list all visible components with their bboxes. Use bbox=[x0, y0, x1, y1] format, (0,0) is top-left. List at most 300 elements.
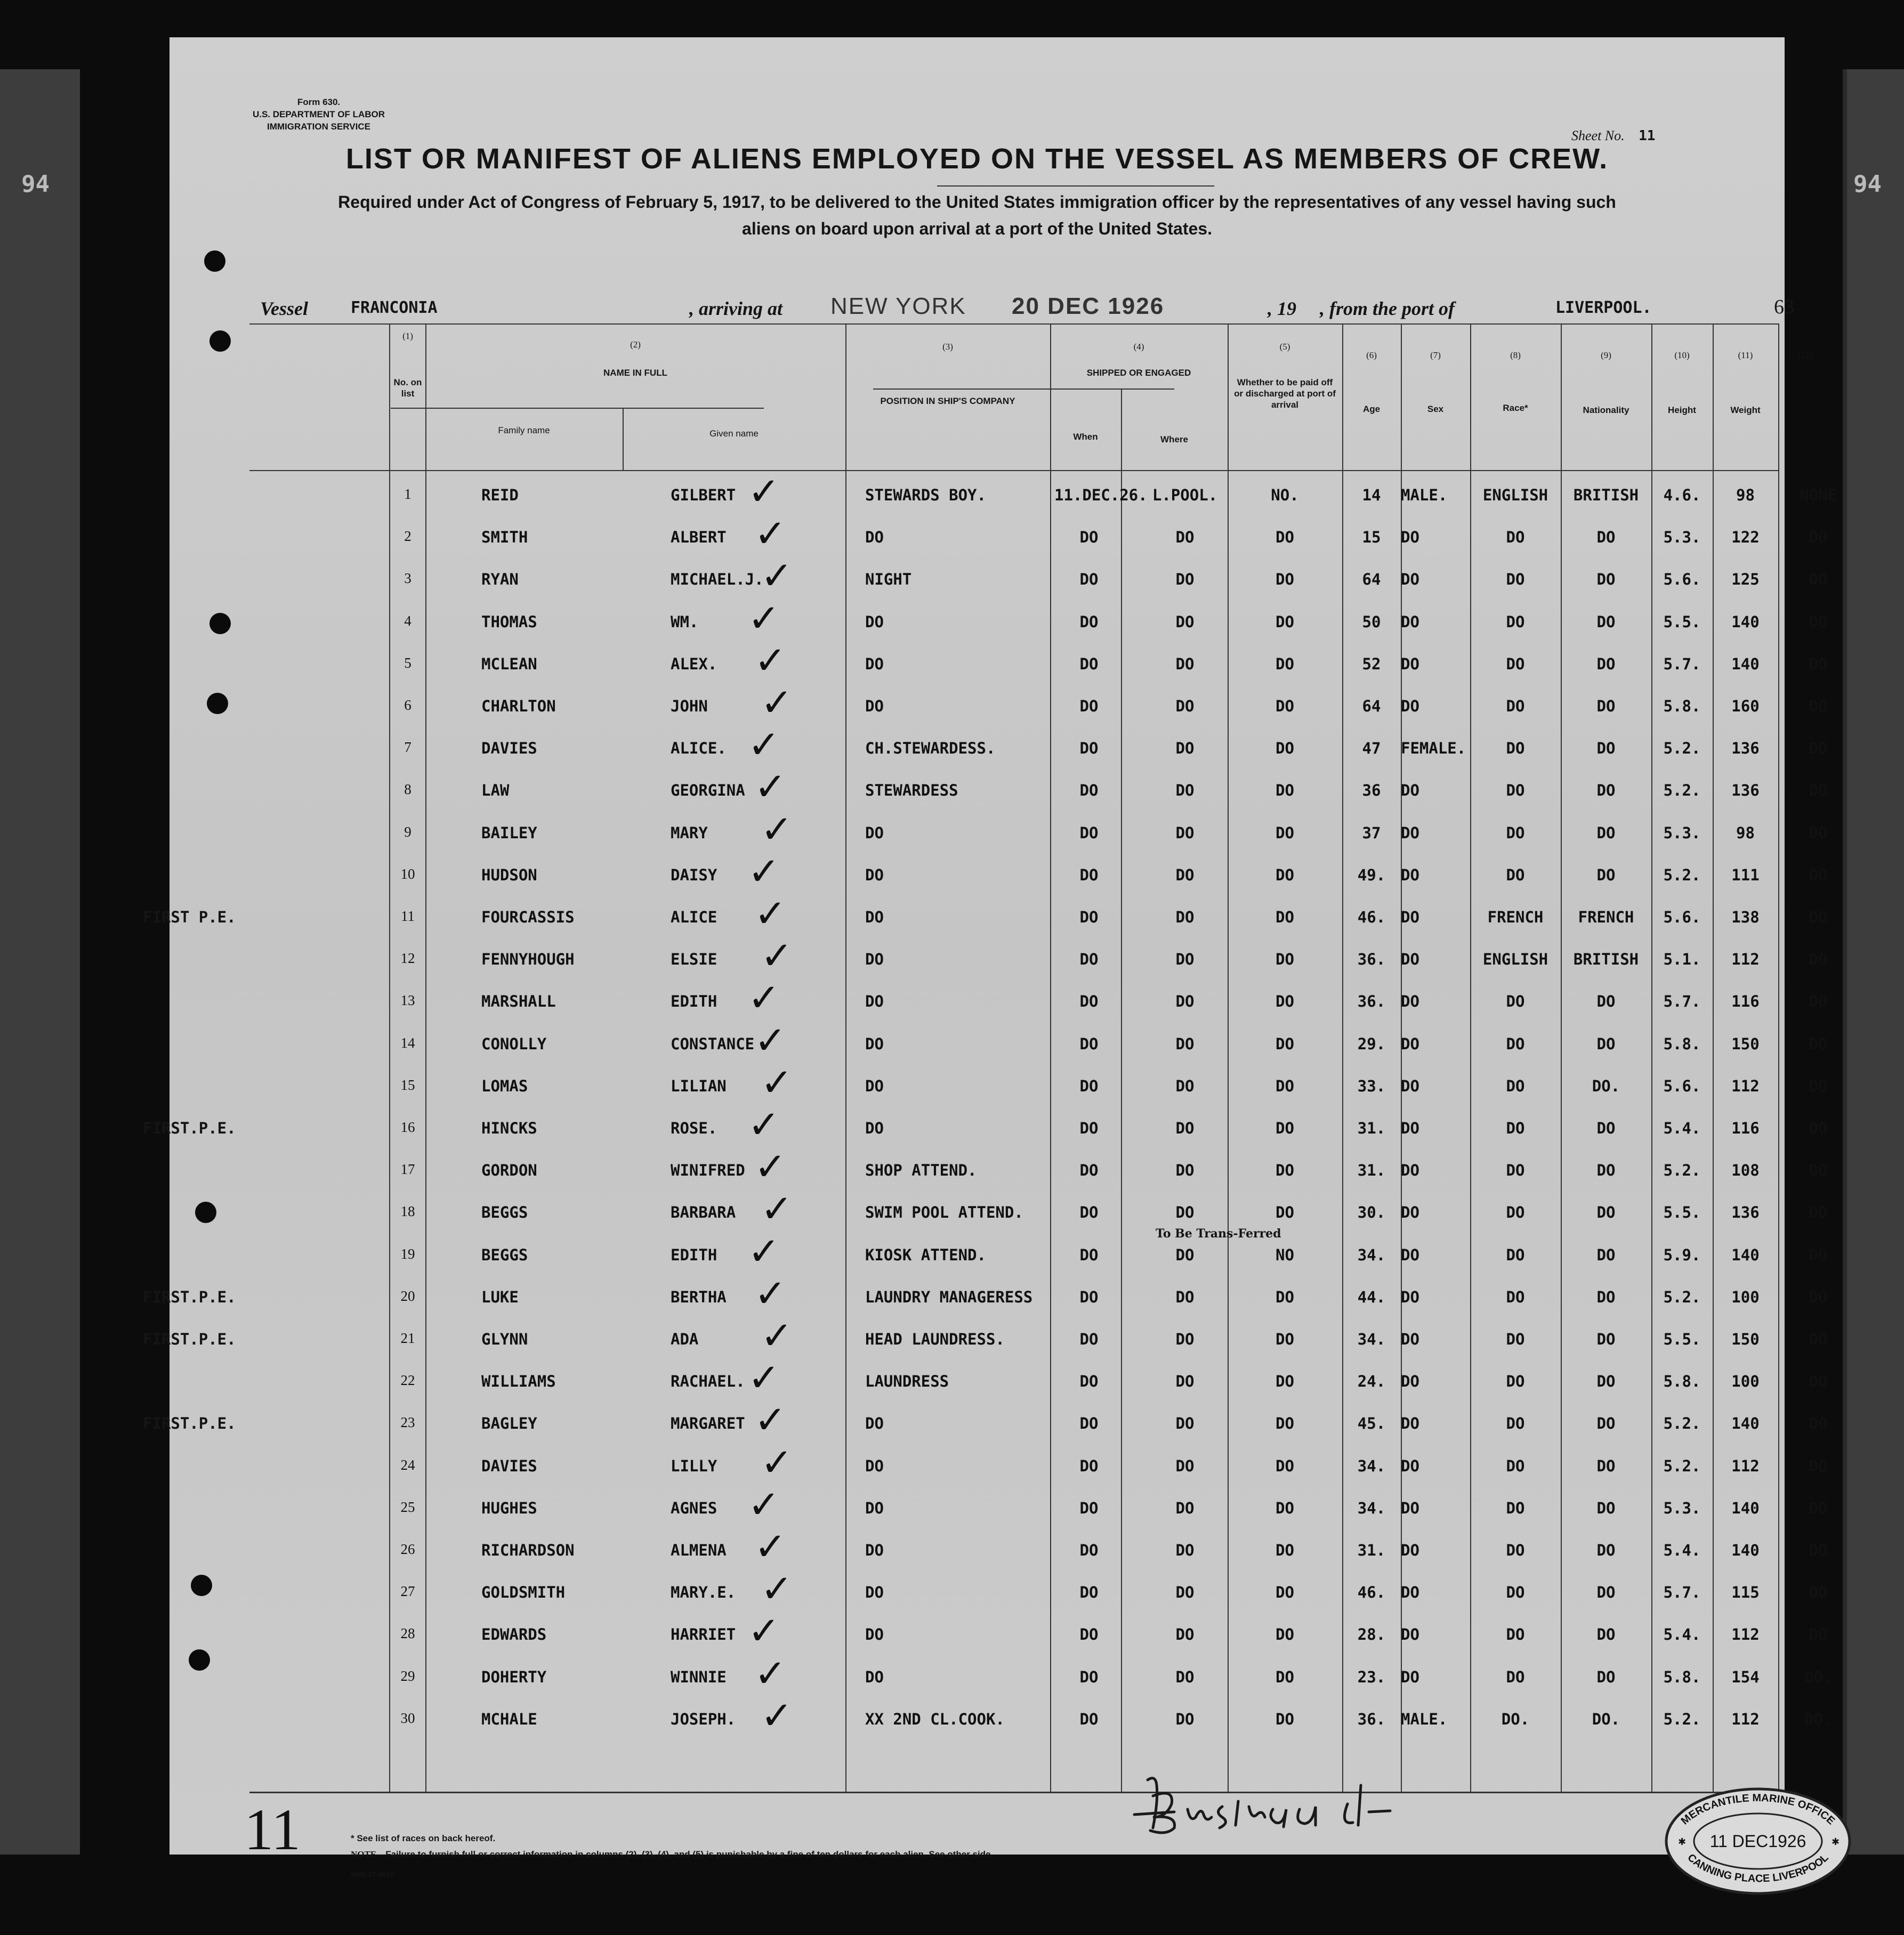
given-name-cell: HARRIET bbox=[671, 1625, 736, 1644]
nationality-cell: DO bbox=[1596, 1034, 1616, 1053]
age-cell: 45. bbox=[1357, 1414, 1386, 1433]
shipped-where-cell: DO bbox=[1175, 528, 1195, 547]
paid-off-cell: DO bbox=[1276, 612, 1294, 631]
col-family-header: Family name bbox=[498, 425, 550, 435]
sheet-number-label: Sheet No. 11 bbox=[1571, 128, 1656, 144]
table-row bbox=[249, 1186, 1828, 1234]
shipped-where-cell: DO bbox=[1175, 739, 1195, 758]
col-paid-off-header: Whether to be paid off or discharged at port of arrival bbox=[1234, 377, 1336, 410]
family-name-cell: FENNYHOUGH bbox=[481, 950, 575, 969]
table-row bbox=[249, 1566, 1828, 1614]
age-cell: 36. bbox=[1357, 992, 1386, 1011]
shipped-where-cell: DO bbox=[1175, 1414, 1195, 1433]
shipped-where-cell: DO bbox=[1175, 697, 1195, 715]
race-cell: DO bbox=[1506, 1583, 1525, 1602]
row-number-cell: 19 bbox=[400, 1245, 415, 1262]
shipped-when-cell: DO bbox=[1079, 1245, 1099, 1264]
check-mark-icon: ✓ bbox=[748, 975, 780, 1021]
arriving-label: , arriving at bbox=[689, 298, 783, 319]
check-mark-icon: ✓ bbox=[754, 511, 787, 556]
shipped-where-cell: DO bbox=[1175, 1372, 1195, 1391]
race-cell: DO bbox=[1506, 992, 1525, 1011]
height-cell: 5.8. bbox=[1663, 1372, 1701, 1391]
weight-cell: 140 bbox=[1731, 1414, 1760, 1433]
family-name-cell: HUDSON bbox=[481, 865, 537, 884]
shipped-when-cell: DO bbox=[1079, 1667, 1099, 1686]
nationality-cell: FRENCH bbox=[1578, 908, 1634, 926]
sex-cell: DO bbox=[1401, 612, 1419, 631]
age-cell: 64 bbox=[1362, 697, 1381, 715]
shipped-when-cell: DO bbox=[1079, 1076, 1099, 1095]
family-name-cell: MARSHALL bbox=[481, 992, 556, 1011]
race-cell: FRENCH bbox=[1487, 908, 1544, 926]
given-name-cell: LILIAN bbox=[671, 1076, 727, 1095]
col-8-number: (8) bbox=[1510, 350, 1521, 360]
shipped-where-cell: DO bbox=[1175, 1161, 1195, 1180]
position-cell: STEWARDESS bbox=[865, 781, 958, 800]
paid-off-cell: NO. bbox=[1271, 486, 1299, 504]
given-name-cell: AGNES bbox=[671, 1499, 717, 1517]
height-cell: 5.4. bbox=[1663, 1119, 1701, 1137]
race-cell: DO bbox=[1506, 865, 1525, 884]
first-pe-annotation: FIRST.P.E. bbox=[143, 1288, 236, 1306]
family-name-cell: BEGGS bbox=[481, 1203, 528, 1222]
table-row bbox=[249, 722, 1828, 770]
row-number-cell: 21 bbox=[400, 1330, 415, 1346]
row-number-cell: 28 bbox=[400, 1625, 415, 1642]
table-row bbox=[249, 595, 1828, 644]
position-cell: DO bbox=[865, 950, 884, 969]
col-3-number: (3) bbox=[942, 342, 953, 352]
position-cell: STEWARDS BOY. bbox=[865, 486, 986, 504]
given-name-cell: ELSIE bbox=[671, 950, 717, 969]
position-cell: XX 2ND CL.COOK. bbox=[865, 1710, 1005, 1728]
shipped-when-cell: DO bbox=[1079, 781, 1099, 800]
height-cell: 5.8. bbox=[1663, 1034, 1701, 1053]
row-number-cell: 8 bbox=[404, 781, 412, 798]
check-mark-icon: ✓ bbox=[748, 1481, 780, 1527]
weight-cell: 136 bbox=[1731, 1203, 1760, 1222]
weight-cell: 112 bbox=[1731, 1625, 1760, 1644]
sex-cell: DO bbox=[1401, 1330, 1419, 1348]
weight-cell: 136 bbox=[1731, 739, 1760, 758]
department: U.S. DEPARTMENT OF LABOR bbox=[252, 109, 385, 119]
family-name-cell: EDWARDS bbox=[481, 1625, 547, 1644]
age-cell: 34. bbox=[1357, 1499, 1386, 1517]
family-name-cell: MCLEAN bbox=[481, 654, 537, 673]
table-row bbox=[249, 1650, 1833, 1699]
given-name-cell: ALMENA bbox=[671, 1541, 727, 1559]
shipped-where-cell: DO bbox=[1175, 1330, 1195, 1348]
check-mark-icon: ✓ bbox=[754, 891, 787, 936]
row-number-cell: 20 bbox=[400, 1288, 415, 1304]
nationality-cell: BRITISH bbox=[1573, 486, 1639, 504]
paid-off-cell: DO bbox=[1276, 1119, 1294, 1137]
manifest-sheet bbox=[143, 37, 1840, 1885]
race-cell: DO bbox=[1506, 1119, 1525, 1137]
table-row bbox=[249, 975, 1828, 1023]
weight-cell: 98 bbox=[1736, 823, 1755, 842]
race-cell: DO bbox=[1506, 1076, 1525, 1095]
nationality-cell: DO bbox=[1596, 992, 1616, 1011]
shipped-when-cell: DO bbox=[1079, 1583, 1099, 1602]
age-cell: 28. bbox=[1357, 1625, 1386, 1644]
check-mark-icon: ✓ bbox=[754, 1397, 787, 1443]
shipped-where-cell: DO bbox=[1175, 781, 1195, 800]
paid-off-cell: DO bbox=[1276, 1414, 1294, 1433]
family-name-cell: RICHARDSON bbox=[481, 1541, 575, 1559]
col-shipped-header: SHIPPED OR ENGAGED bbox=[1086, 368, 1191, 378]
position-cell: CH.STEWARDESS. bbox=[865, 739, 996, 758]
race-cell: DO. bbox=[1501, 1710, 1530, 1728]
position-cell: DO bbox=[865, 612, 884, 631]
age-cell: 52 bbox=[1362, 654, 1381, 673]
col-height-header: Height bbox=[1668, 405, 1696, 415]
shipped-when-cell: DO bbox=[1079, 1119, 1099, 1137]
physical-marks-cell: DO bbox=[1809, 1203, 1828, 1222]
table-row bbox=[249, 680, 1828, 728]
weight-cell: 115 bbox=[1731, 1583, 1760, 1602]
family-name-cell: BEGGS bbox=[481, 1245, 528, 1264]
age-cell: 23. bbox=[1357, 1667, 1386, 1686]
penalty-note: NOTE—Failure to furnish full or correct information in columns (2), (3), (4), and (5) is punishable by a fine of ten dollars for each alien. See other side. bbox=[351, 1849, 994, 1859]
form-identifier bbox=[239, 96, 399, 133]
table-row bbox=[249, 1608, 1828, 1656]
punch-hole bbox=[209, 613, 231, 634]
punch-hole bbox=[204, 250, 225, 272]
sex-cell: DO bbox=[1401, 528, 1419, 547]
shipped-when-cell: DO bbox=[1079, 1541, 1099, 1559]
nationality-cell: DO bbox=[1596, 739, 1616, 758]
height-cell: 5.6. bbox=[1663, 908, 1701, 926]
table-row bbox=[143, 1313, 1828, 1361]
table-row bbox=[249, 511, 1828, 559]
row-number-cell: 16 bbox=[400, 1119, 415, 1135]
sex-cell: DO bbox=[1401, 908, 1419, 926]
shipped-where-cell: DO bbox=[1175, 1541, 1195, 1559]
physical-marks-cell: DO bbox=[1809, 697, 1828, 715]
check-mark-icon: ✓ bbox=[748, 469, 780, 514]
race-cell: DO bbox=[1506, 1667, 1525, 1686]
position-cell: KIOSK ATTEND. bbox=[865, 1245, 986, 1264]
paid-off-cell: DO bbox=[1276, 697, 1294, 715]
weight-cell: 112 bbox=[1731, 950, 1760, 969]
col-12-number: (12) bbox=[1797, 350, 1813, 360]
table-row bbox=[249, 848, 1828, 897]
sex-cell: DO bbox=[1401, 1625, 1419, 1644]
year-label: , 19 bbox=[1268, 298, 1296, 319]
age-cell: 14 bbox=[1362, 486, 1381, 504]
weight-cell: 125 bbox=[1731, 570, 1760, 589]
given-name-cell: CONSTANCE bbox=[671, 1034, 755, 1053]
position-cell: DO bbox=[865, 1119, 884, 1137]
race-cell: DO bbox=[1506, 823, 1525, 842]
punch-hole bbox=[189, 1649, 210, 1671]
first-pe-annotation: FIRST.P.E. bbox=[143, 1119, 236, 1137]
table-row bbox=[249, 1439, 1828, 1488]
vessel-label: Vessel bbox=[260, 298, 308, 319]
sex-cell: DO bbox=[1401, 1456, 1419, 1475]
height-cell: 5.5. bbox=[1663, 1330, 1701, 1348]
sex-cell: DO bbox=[1401, 1667, 1419, 1686]
first-pe-annotation: FIRST.P.E. bbox=[143, 1330, 236, 1348]
sex-cell: DO bbox=[1401, 1203, 1419, 1222]
paid-off-cell: DO bbox=[1276, 1667, 1294, 1686]
check-mark-icon: ✓ bbox=[761, 1186, 793, 1232]
physical-marks-cell: DO bbox=[1809, 1499, 1828, 1517]
row-number-cell: 25 bbox=[400, 1499, 415, 1515]
shipped-when-cell: DO bbox=[1079, 908, 1099, 926]
sex-cell: DO bbox=[1401, 992, 1419, 1011]
race-cell: DO bbox=[1506, 570, 1525, 589]
col-race-header: Race* bbox=[1503, 403, 1528, 413]
page-title: LIST OR MANIFEST OF ALIENS EMPLOYED ON THE VESSEL AS MEMBERS OF CREW. bbox=[345, 143, 1609, 175]
shipped-when-cell: DO bbox=[1079, 654, 1099, 673]
check-mark-icon: ✓ bbox=[761, 680, 793, 725]
paid-off-cell: DO bbox=[1276, 1541, 1294, 1559]
given-name-cell: EDITH bbox=[671, 992, 717, 1011]
family-name-cell: GORDON bbox=[481, 1161, 537, 1180]
height-cell: 5.4. bbox=[1663, 1625, 1701, 1644]
page-subtitle: Required under Act of Congress of February 5, 1917, to be delivered to the United States immigration officer by the representatives of any vessel having such aliens on board upon arrival at a port of the United States. bbox=[338, 192, 1616, 238]
handwritten-sheet-mark: 11 bbox=[244, 1797, 301, 1862]
given-name-cell: ROSE. bbox=[671, 1119, 717, 1137]
position-cell: LAUNDRESS bbox=[865, 1372, 949, 1391]
weight-cell: 100 bbox=[1731, 1288, 1760, 1306]
height-cell: 5.8. bbox=[1663, 1667, 1701, 1686]
physical-marks-cell: DO bbox=[1809, 1288, 1828, 1306]
shipped-when-cell: DO bbox=[1079, 1499, 1099, 1517]
given-name-cell: RACHAEL. bbox=[671, 1372, 745, 1391]
race-cell: DO bbox=[1506, 612, 1525, 631]
age-cell: 46. bbox=[1357, 908, 1386, 926]
family-name-cell: MCHALE bbox=[481, 1710, 537, 1728]
weight-cell: 122 bbox=[1731, 528, 1760, 547]
col-11-number: (11) bbox=[1738, 350, 1753, 360]
col-weight-header: Weight bbox=[1730, 405, 1761, 415]
given-name-cell: BARBARA bbox=[671, 1203, 736, 1222]
paid-off-cell: DO bbox=[1276, 781, 1294, 800]
shipped-when-cell: DO bbox=[1079, 1372, 1099, 1391]
race-cell: DO bbox=[1506, 739, 1525, 758]
svg-text:11 DEC1926: 11 DEC1926 bbox=[1709, 1832, 1806, 1851]
nationality-cell: DO bbox=[1596, 1119, 1616, 1137]
nationality-cell: DO bbox=[1596, 865, 1616, 884]
height-cell: 5.2. bbox=[1663, 1414, 1701, 1433]
age-cell: 34. bbox=[1357, 1330, 1386, 1348]
paid-off-cell: DO bbox=[1276, 1288, 1294, 1306]
check-mark-icon: ✓ bbox=[748, 848, 780, 894]
row-number-cell: 18 bbox=[400, 1203, 415, 1220]
physical-marks-cell: DO bbox=[1809, 528, 1828, 547]
shipped-when-cell: DO bbox=[1079, 739, 1099, 758]
family-name-cell: REID bbox=[481, 486, 519, 504]
family-name-cell: CHARLTON bbox=[481, 697, 556, 715]
physical-marks-cell: DO bbox=[1809, 612, 1828, 631]
paid-off-cell: DO bbox=[1276, 823, 1294, 842]
physical-marks-cell: DO bbox=[1809, 570, 1828, 589]
shipped-when-cell: DO bbox=[1079, 1710, 1099, 1728]
nationality-cell: DO bbox=[1596, 1161, 1616, 1180]
paid-off-cell: DO bbox=[1276, 1076, 1294, 1095]
shipped-when-cell: DO bbox=[1079, 1625, 1099, 1644]
check-mark-icon: ✓ bbox=[748, 595, 780, 641]
given-name-cell: MARY.E. bbox=[671, 1583, 736, 1602]
race-cell: DO bbox=[1506, 528, 1525, 547]
shipped-where-cell: DO bbox=[1175, 612, 1195, 631]
height-cell: 5.6. bbox=[1663, 570, 1701, 589]
physical-marks-cell: DO. bbox=[1804, 1667, 1833, 1686]
nationality-cell: DO bbox=[1596, 781, 1616, 800]
print-code: 8000 17-8887 bbox=[351, 1871, 394, 1879]
weight-cell: 116 bbox=[1731, 1119, 1760, 1137]
sex-cell: FEMALE. bbox=[1401, 739, 1466, 758]
shipped-where-cell: L.POOL. bbox=[1152, 486, 1218, 504]
paid-off-cell: DO bbox=[1276, 1372, 1294, 1391]
title-rule bbox=[937, 185, 1214, 187]
nationality-cell: DO bbox=[1596, 1499, 1616, 1517]
race-cell: DO bbox=[1506, 1203, 1525, 1222]
arrival-port: NEW YORK bbox=[830, 293, 966, 319]
weight-cell: 150 bbox=[1731, 1034, 1760, 1053]
row-number-cell: 30 bbox=[400, 1710, 415, 1726]
shipped-when-cell: 11.DEC.26. bbox=[1054, 486, 1148, 504]
position-cell: DO bbox=[865, 528, 884, 547]
check-mark-icon: ✓ bbox=[761, 806, 793, 852]
physical-marks-cell: DO bbox=[1809, 1541, 1828, 1559]
table-row bbox=[249, 553, 1828, 601]
height-cell: 5.6. bbox=[1663, 1076, 1701, 1095]
physical-marks-cell: DO bbox=[1809, 1583, 1828, 1602]
shipped-when-cell: DO bbox=[1079, 1288, 1099, 1306]
paid-off-cell: DO bbox=[1276, 992, 1294, 1011]
check-mark-icon: ✓ bbox=[761, 1693, 793, 1738]
position-cell: DO bbox=[865, 1625, 884, 1644]
nationality-cell: DO bbox=[1596, 1583, 1616, 1602]
check-mark-icon: ✓ bbox=[748, 1608, 780, 1654]
nationality-cell: DO bbox=[1596, 1414, 1616, 1433]
sex-cell: DO bbox=[1401, 570, 1419, 589]
family-name-cell: RYAN bbox=[481, 570, 519, 589]
row-number-cell: 15 bbox=[400, 1076, 415, 1093]
shipped-when-cell: DO bbox=[1079, 1456, 1099, 1475]
nationality-cell: DO bbox=[1596, 823, 1616, 842]
age-cell: 34. bbox=[1357, 1456, 1386, 1475]
height-cell: 5.3. bbox=[1663, 528, 1701, 547]
shipped-where-cell: DO bbox=[1175, 992, 1195, 1011]
row-number-cell: 29 bbox=[400, 1667, 415, 1684]
position-cell: DO bbox=[865, 992, 884, 1011]
height-cell: 4.6. bbox=[1663, 486, 1701, 504]
height-cell: 5.3. bbox=[1663, 1499, 1701, 1517]
shipped-where-cell: DO bbox=[1175, 1288, 1195, 1306]
physical-marks-cell: DO bbox=[1809, 781, 1828, 800]
row-number-cell: 10 bbox=[400, 865, 415, 882]
nationality-cell: DO bbox=[1596, 1245, 1616, 1264]
nationality-cell: DO bbox=[1596, 612, 1616, 631]
height-cell: 5.5. bbox=[1663, 1203, 1701, 1222]
shipped-where-cell: DO bbox=[1175, 1034, 1195, 1053]
physical-marks-cell: DO bbox=[1809, 1456, 1828, 1475]
check-mark-icon: ✓ bbox=[748, 722, 780, 767]
race-cell: DO bbox=[1506, 697, 1525, 715]
given-name-cell: EDITH bbox=[671, 1245, 717, 1264]
table-row bbox=[143, 1102, 1828, 1150]
sex-cell: DO bbox=[1401, 1414, 1419, 1433]
age-cell: 36 bbox=[1362, 781, 1381, 800]
position-cell: DO bbox=[865, 1034, 884, 1053]
position-cell: DO bbox=[865, 1667, 884, 1686]
shipped-where-cell: DO bbox=[1175, 1076, 1195, 1095]
given-name-cell: DAISY bbox=[671, 865, 717, 884]
adjacent-page-number-right: 94 bbox=[1853, 171, 1882, 198]
check-mark-icon: ✓ bbox=[761, 1059, 793, 1105]
shipped-when-cell: DO bbox=[1079, 865, 1099, 884]
check-mark-icon: ✓ bbox=[748, 1102, 780, 1147]
height-cell: 5.2. bbox=[1663, 1456, 1701, 1475]
nationality-cell: DO. bbox=[1592, 1076, 1620, 1095]
race-cell: DO bbox=[1506, 1625, 1525, 1644]
physical-marks-cell: DO bbox=[1809, 950, 1828, 969]
family-name-cell: BAGLEY bbox=[481, 1414, 537, 1433]
family-name-cell: DAVIES bbox=[481, 1456, 537, 1475]
sex-cell: MALE. bbox=[1401, 486, 1448, 504]
position-cell: DO bbox=[865, 1076, 884, 1095]
position-cell: SWIM POOL ATTEND. bbox=[865, 1203, 1023, 1222]
row-number-cell: 12 bbox=[400, 950, 415, 967]
sex-cell: DO bbox=[1401, 1119, 1419, 1137]
physical-marks-cell: DO bbox=[1809, 865, 1828, 884]
race-cell: DO bbox=[1506, 1541, 1525, 1559]
height-cell: 5.7. bbox=[1663, 1583, 1701, 1602]
given-name-cell: GEORGINA bbox=[671, 781, 745, 800]
nationality-cell: DO bbox=[1596, 1541, 1616, 1559]
age-cell: 34. bbox=[1357, 1245, 1386, 1264]
family-name-cell: LAW bbox=[481, 781, 510, 800]
paid-off-cell: DO bbox=[1276, 1710, 1294, 1728]
age-cell: 50 bbox=[1362, 612, 1381, 631]
given-name-cell: BERTHA bbox=[671, 1288, 727, 1306]
col-5-number: (5) bbox=[1279, 342, 1290, 352]
given-name-cell: WM. bbox=[671, 612, 699, 631]
row-number-cell: 24 bbox=[400, 1456, 415, 1473]
transfer-note: To Be Trans-Ferred bbox=[1156, 1226, 1281, 1241]
sex-cell: DO bbox=[1401, 1541, 1419, 1559]
position-cell: DO bbox=[865, 823, 884, 842]
col-sex-header: Sex bbox=[1427, 404, 1444, 414]
paid-off-cell: NO bbox=[1276, 1245, 1294, 1264]
height-cell: 5.5. bbox=[1663, 612, 1701, 631]
sex-cell: DO bbox=[1401, 1372, 1419, 1391]
check-mark-icon: ✓ bbox=[754, 1270, 787, 1316]
nationality-cell: BRITISH bbox=[1573, 950, 1639, 969]
table-row bbox=[249, 933, 1828, 981]
table-row bbox=[249, 1017, 1828, 1066]
physical-marks-cell: DO bbox=[1809, 1076, 1828, 1095]
check-mark-icon: ✓ bbox=[754, 1650, 787, 1696]
weight-cell: 112 bbox=[1731, 1456, 1760, 1475]
adjacent-page-number-left: 94 bbox=[21, 171, 50, 198]
shipped-where-cell: DO bbox=[1175, 950, 1195, 969]
table-row bbox=[143, 1397, 1828, 1445]
race-cell: DO bbox=[1506, 1499, 1525, 1517]
physical-marks-cell: DO bbox=[1809, 654, 1828, 673]
col-1-number: (1) bbox=[402, 331, 413, 341]
given-name-cell: MARY bbox=[671, 823, 708, 842]
shipped-where-cell: DO bbox=[1175, 865, 1195, 884]
position-cell: DO bbox=[865, 865, 884, 884]
nationality-cell: DO bbox=[1596, 1288, 1616, 1306]
